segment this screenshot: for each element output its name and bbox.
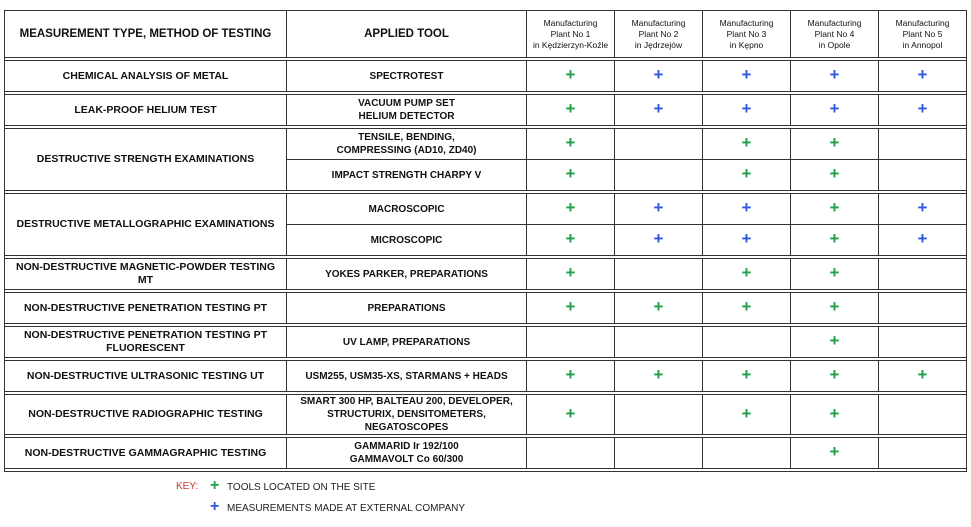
- plant-5-cell: [879, 194, 967, 225]
- header-plant-4: Manufacturing Plant No 4 in Opole: [791, 11, 879, 58]
- plant-3-cell: [703, 259, 791, 290]
- plant-1-cell: [527, 361, 615, 392]
- plus-icon-site: +: [741, 297, 752, 316]
- table-header: [5, 11, 967, 58]
- plus-icon-site: +: [741, 403, 752, 423]
- method-label: NON-DESTRUCTIVE PENETRATION TESTING PT: [23, 301, 268, 314]
- table-row: [5, 293, 967, 324]
- plus-icon-site: +: [829, 263, 840, 282]
- tool-label: IMPACT STRENGTH CHARPY V: [331, 169, 482, 181]
- plus-icon-external: +: [917, 198, 928, 217]
- method-label: CHEMICAL ANALYSIS OF METAL: [62, 69, 229, 82]
- plus-icon-site: +: [565, 164, 576, 183]
- plus-icon-site: +: [829, 442, 840, 461]
- tool-cell: [287, 225, 527, 256]
- legend-site-text: TOOLS LOCATED ON THE SITE: [227, 482, 376, 493]
- plant-4-cell: [791, 438, 879, 469]
- plus-icon-site: +: [741, 164, 752, 183]
- plus-icon-external: +: [917, 65, 928, 84]
- legend-site: [210, 477, 376, 494]
- plant-2-cell: [615, 438, 703, 469]
- plus-icon-site: +: [565, 198, 576, 217]
- header-tool: APPLIED TOOL: [287, 11, 527, 58]
- plant-4-cell: [791, 395, 879, 435]
- table-row: [5, 129, 967, 160]
- plant-2-cell: [615, 129, 703, 160]
- plant-5-cell: [879, 361, 967, 392]
- plant-1-cell: [527, 327, 615, 358]
- plant-2-cell: [615, 293, 703, 324]
- plus-icon-site: +: [653, 297, 664, 316]
- plant-4-cell: [791, 259, 879, 290]
- legend-key-label: KEY:: [176, 481, 199, 492]
- plus-icon-site: +: [565, 297, 576, 316]
- plant-1-cell: [527, 160, 615, 191]
- plus-icon-external: +: [741, 65, 752, 84]
- plus-icon-site: +: [829, 331, 840, 350]
- plus-icon-external: +: [917, 99, 928, 118]
- plus-icon-site: +: [829, 365, 840, 384]
- legend-external: [210, 498, 466, 515]
- plant-5-cell: [879, 438, 967, 469]
- tool-label: SMART 300 HP, BALTEAU 200, DEVELOPER,: [300, 396, 513, 407]
- plus-icon-site: +: [565, 263, 576, 282]
- plant-1-cell: [527, 395, 615, 435]
- plant-1-cell: [527, 61, 615, 92]
- plant-3-cell: [703, 95, 791, 126]
- plus-icon-external: +: [653, 229, 664, 248]
- plant-1-cell: [527, 95, 615, 126]
- plant-1-cell: [527, 129, 615, 160]
- tool-label-line2: HELIUM DETECTOR: [358, 111, 455, 122]
- plus-icon-external: +: [917, 229, 928, 248]
- tool-cell: [287, 327, 527, 358]
- tool-label: GAMMARID Ir 192/100: [354, 441, 459, 452]
- table-row: [5, 61, 967, 92]
- table-row: [5, 259, 967, 290]
- testing-matrix-table: [4, 10, 967, 472]
- plus-icon-site: +: [565, 365, 576, 384]
- method-cell: [5, 129, 287, 191]
- plus-icon-external: +: [741, 229, 752, 248]
- plant-2-cell: [615, 259, 703, 290]
- plant-3-cell: [703, 61, 791, 92]
- header-measurement: MEASUREMENT TYPE, METHOD OF TESTING: [5, 11, 287, 58]
- plus-icon-external: +: [741, 198, 752, 217]
- plus-icon-external: +: [653, 198, 664, 217]
- plant-2-cell: [615, 160, 703, 191]
- plus-icon-site: +: [829, 297, 840, 316]
- tool-label: USM255, USM35-XS, STARMANS + HEADS: [305, 370, 508, 382]
- plus-icon: +: [210, 498, 220, 515]
- plant-2-cell: [615, 95, 703, 126]
- tool-label: MACROSCOPIC: [368, 203, 445, 215]
- tool-cell: [287, 95, 527, 126]
- plant-5-cell: [879, 259, 967, 290]
- method-label: DESTRUCTIVE STRENGTH EXAMINATIONS: [36, 153, 255, 165]
- tool-label: TENSILE, BENDING,: [358, 132, 455, 143]
- plus-icon-site: +: [565, 133, 576, 152]
- method-label-line2: FLUORESCENT: [106, 342, 185, 354]
- method-cell: [5, 438, 287, 469]
- plant-5-cell: [879, 61, 967, 92]
- plus-icon-external: +: [653, 99, 664, 118]
- plus-icon-site: +: [565, 229, 576, 248]
- tool-cell: [287, 129, 527, 160]
- plant-4-cell: [791, 194, 879, 225]
- plant-1-cell: [527, 259, 615, 290]
- plant-4-cell: [791, 327, 879, 358]
- plant-2-cell: [615, 61, 703, 92]
- tool-label-line2: GAMMAVOLT Co 60/300: [349, 454, 464, 465]
- tool-cell: [287, 61, 527, 92]
- plus-icon-site: +: [829, 133, 840, 152]
- plus-icon-site: +: [741, 365, 752, 384]
- plus-icon-site: +: [565, 403, 576, 423]
- tool-cell: [287, 194, 527, 225]
- method-label: NON-DESTRUCTIVE PENETRATION TESTING PT: [23, 329, 268, 341]
- plant-3-cell: [703, 160, 791, 191]
- tool-label: SPECTROTEST: [369, 70, 444, 82]
- plant-2-cell: [615, 327, 703, 358]
- method-label: NON-DESTRUCTIVE GAMMAGRAPHIC TESTING: [24, 446, 267, 459]
- plant-4-cell: [791, 361, 879, 392]
- method-cell: [5, 293, 287, 324]
- plant-4-cell: [791, 61, 879, 92]
- tool-label: YOKES PARKER, PREPARATIONS: [325, 268, 488, 280]
- plant-4-cell: [791, 160, 879, 191]
- plus-icon-site: +: [741, 133, 752, 152]
- method-cell: [5, 95, 287, 126]
- plant-5-cell: [879, 225, 967, 256]
- plant-5-cell: [879, 129, 967, 160]
- method-label: NON-DESTRUCTIVE MAGNETIC-POWDER TESTING MT: [16, 261, 275, 286]
- plant-3-cell: [703, 194, 791, 225]
- legend-external-text: MEASUREMENTS MADE AT EXTERNAL COMPANY: [227, 503, 466, 514]
- plant-1-cell: [527, 194, 615, 225]
- plus-icon-site: +: [917, 365, 928, 384]
- plus-icon-site: +: [829, 164, 840, 183]
- header-plant-1: Manufacturing Plant No 1 in Kędzierzyn-Koźle: [527, 11, 615, 58]
- plant-5-cell: [879, 327, 967, 358]
- plus-icon-external: +: [829, 65, 840, 84]
- method-label: DESTRUCTIVE METALLOGRAPHIC EXAMINATIONS: [16, 218, 275, 230]
- header-plant-2: Manufacturing Plant No 2 in Jędrzejów: [615, 11, 703, 58]
- plant-2-cell: [615, 194, 703, 225]
- method-cell: [5, 361, 287, 392]
- plant-3-cell: [703, 438, 791, 469]
- table-body: [5, 58, 967, 472]
- plus-icon-external: +: [741, 99, 752, 118]
- plant-1-cell: [527, 438, 615, 469]
- plus-icon-site: +: [653, 365, 664, 384]
- method-cell: [5, 327, 287, 358]
- tool-cell: [287, 160, 527, 191]
- plus-icon-site: +: [565, 65, 576, 84]
- table-row: [5, 361, 967, 392]
- tool-cell: [287, 438, 527, 469]
- plant-3-cell: [703, 293, 791, 324]
- plant-2-cell: [615, 361, 703, 392]
- tool-cell: [287, 361, 527, 392]
- method-cell: [5, 194, 287, 256]
- row-gap: [5, 469, 967, 472]
- plant-3-cell: [703, 129, 791, 160]
- plant-1-cell: [527, 293, 615, 324]
- header-plant-3: Manufacturing Plant No 3 in Kępno: [703, 11, 791, 58]
- method-cell: [5, 61, 287, 92]
- method-label: LEAK-PROOF HELIUM TEST: [74, 103, 217, 116]
- plus-icon-external: +: [829, 99, 840, 118]
- table-row: [5, 395, 967, 435]
- plus-icon-site: +: [829, 229, 840, 248]
- plus-icon-external: +: [653, 65, 664, 84]
- plus-icon: +: [210, 477, 220, 494]
- tool-label-line2: COMPRESSING (AD10, ZD40): [336, 145, 477, 156]
- header-plant-5: Manufacturing Plant No 5 in Annopol: [879, 11, 967, 58]
- table-row: [5, 438, 967, 469]
- plus-icon-site: +: [741, 263, 752, 282]
- tool-cell: [287, 293, 527, 324]
- method-cell: [5, 395, 287, 435]
- plant-4-cell: [791, 293, 879, 324]
- plant-4-cell: [791, 129, 879, 160]
- tool-label: UV LAMP, PREPARATIONS: [342, 336, 471, 348]
- table-row: [5, 194, 967, 225]
- tool-cell: [287, 395, 527, 435]
- plant-2-cell: [615, 395, 703, 435]
- plant-1-cell: [527, 225, 615, 256]
- plant-4-cell: [791, 225, 879, 256]
- method-label: NON-DESTRUCTIVE RADIOGRAPHIC TESTING: [28, 408, 263, 420]
- method-label: NON-DESTRUCTIVE ULTRASONIC TESTING UT: [26, 369, 265, 382]
- plant-5-cell: [879, 95, 967, 126]
- table-row: [5, 95, 967, 126]
- tool-label-line2: STRUCTURIX, DENSITOMETERS, NEGATOSCOPES: [327, 409, 486, 433]
- plant-5-cell: [879, 160, 967, 191]
- plus-icon-site: +: [565, 99, 576, 118]
- tool-label: PREPARATIONS: [367, 302, 446, 314]
- tool-label: VACUUM PUMP SET: [358, 98, 455, 109]
- plus-icon-site: +: [829, 198, 840, 217]
- method-cell: [5, 259, 287, 290]
- tool-cell: [287, 259, 527, 290]
- table-row: [5, 327, 967, 358]
- plant-5-cell: [879, 293, 967, 324]
- plus-icon-site: +: [829, 403, 840, 423]
- tool-label: MICROSCOPIC: [370, 234, 443, 246]
- plant-3-cell: [703, 225, 791, 256]
- plant-3-cell: [703, 395, 791, 435]
- plant-5-cell: [879, 395, 967, 435]
- row-gap-cell: [5, 469, 967, 472]
- plant-3-cell: [703, 327, 791, 358]
- plant-2-cell: [615, 225, 703, 256]
- plant-4-cell: [791, 95, 879, 126]
- plant-3-cell: [703, 361, 791, 392]
